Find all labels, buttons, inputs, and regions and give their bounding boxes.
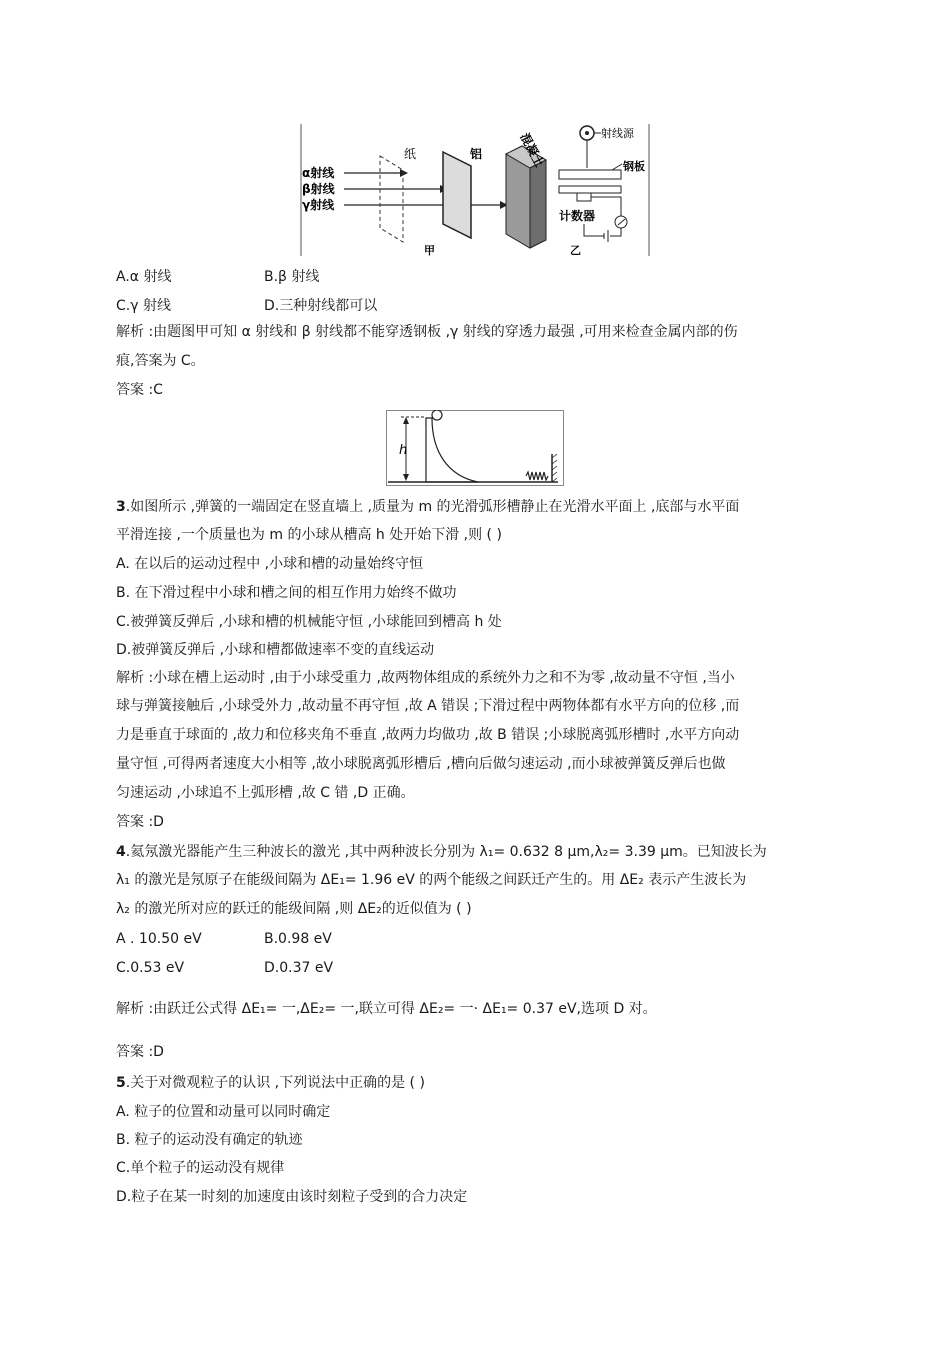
q3-stem-text: .如图所示 ,弹簧的一端固定在竖直墙上 ,质量为 m 的光滑弧形槽静止在光滑水平面上 ,底部与水平面	[125, 499, 740, 515]
alpha-ray-label: α射线	[302, 166, 335, 180]
q3-option-b: B. 在下滑过程中小球和槽之间的相互作用力始终不做功	[116, 585, 457, 601]
q3-analysis-line-3: 力是垂直于球面的 ,故力和位移夹角不垂直 ,故两力均做功 ,故 B 错误 ;小球脱离弧形槽时 ,水平方向动	[116, 727, 740, 743]
q3-option-a: A. 在以后的运动过程中 ,小球和槽的动量始终守恒	[116, 556, 424, 572]
q2-analysis-line-1: 解析 :由题图甲可知 α 射线和 β 射线都不能穿透钢板 ,γ 射线的穿透力最强 ,可用来检查金属内部的伤	[116, 324, 738, 340]
beta-ray-label: β射线	[302, 182, 335, 196]
concrete-label: 混凝土	[517, 130, 547, 170]
steel-label: 钢板	[623, 160, 645, 173]
q3-analysis-line-5: 匀速运动 ,小球追不上弧形槽 ,故 C 错 ,D 正确。	[116, 785, 415, 801]
paper-sheet	[380, 156, 403, 242]
q4-number: 4	[116, 844, 126, 860]
paper-label: 纸	[404, 147, 417, 161]
q3-stem-line-2: 平滑连接 ,一个质量也为 m 的小球从槽高 h 处开始下滑 ,则 ( )	[116, 527, 502, 543]
q5-option-d: D.粒子在某一时刻的加速度由该时刻粒子受到的合力决定	[116, 1189, 468, 1205]
q3-analysis-line-4: 量守恒 ,可得两者速度大小相等 ,故小球脱离弧形槽后 ,槽向后做匀速运动 ,而小球被弹簧反弹后也做	[116, 756, 726, 772]
radiation-penetration-figure	[300, 124, 650, 256]
q5-number: 5	[116, 1075, 126, 1091]
spring	[526, 472, 548, 480]
q3-option-c: C.被弹簧反弹后 ,小球和槽的机械能守恒 ,小球能回到槽高 h 处	[116, 614, 502, 630]
height-label: h	[399, 443, 408, 458]
q4-stem-line-2: λ₁ 的激光是氖原子在能级间隔为 ΔE₁= 1.96 eV 的两个能级之间跃迁产生的。用 ΔE₂ 表示产生波长为	[116, 872, 747, 888]
q4-stem-line-1	[116, 843, 767, 861]
q3-stem-line-1	[116, 498, 739, 516]
q3-analysis-line-1: 解析 :小球在槽上运动时 ,由于小球受重力 ,故两物体组成的系统外力之和不为零 ,故动量不守恒 ,当小	[116, 670, 735, 686]
aluminum-label: 铝	[470, 147, 483, 161]
figure-label-b: 乙	[570, 244, 581, 256]
gamma-ray-label: γ射线	[302, 198, 335, 212]
q4-option-d: D.0.37 eV	[264, 960, 334, 976]
counter-label: 计数器	[559, 209, 596, 223]
q2-option-b: B.β 射线	[264, 269, 320, 285]
q4-stem-line-3: λ₂ 的激光所对应的跃迁的能级间隔 ,则 ΔE₂的近似值为 ( )	[116, 901, 472, 917]
steel-plate	[559, 170, 621, 179]
q3-analysis-line-2: 球与弹簧接触后 ,小球受外力 ,故动量不再守恒 ,故 A 错误 ;下滑过程中两物体都有水平方向的位移 ,而	[116, 698, 740, 714]
q4-option-a: A . 10.50 eV	[116, 931, 202, 947]
q3-answer: 答案 :D	[116, 814, 164, 830]
q5-option-a: A. 粒子的位置和动量可以同时确定	[116, 1104, 331, 1120]
small-ball	[432, 410, 442, 420]
q4-option-b: B.0.98 eV	[264, 931, 332, 947]
q2-option-c: C.γ 射线	[116, 298, 171, 314]
q4-analysis: 解析 :由跃迁公式得 ΔE₁= 一,ΔE₂= 一,联立可得 ΔE₂= 一· ΔE₁= 0.37 eV,选项 D 对。	[116, 1001, 657, 1017]
q5-stem-text: .关于对微观粒子的认识 ,下列说法中正确的是 ( )	[125, 1075, 425, 1091]
q2-option-d: D.三种射线都可以	[264, 298, 378, 314]
q2-answer: 答案 :C	[116, 382, 163, 398]
figure-label-a: 甲	[424, 244, 435, 256]
q4-stem-text: .氦氖激光器能产生三种波长的激光 ,其中两种波长分别为 λ₁= 0.632 8 μm,λ₂= 3.39 μm。已知波长为	[125, 844, 767, 860]
q4-answer: 答案 :D	[116, 1044, 164, 1060]
q3-number: 3	[116, 499, 126, 515]
q2-option-a: A.α 射线	[116, 269, 172, 285]
q3-option-d: D.被弹簧反弹后 ,小球和槽都做速率不变的直线运动	[116, 642, 435, 658]
q5-option-b: B. 粒子的运动没有确定的轨迹	[116, 1132, 303, 1148]
q4-option-c: C.0.53 eV	[116, 960, 185, 976]
q5-option-c: C.单个粒子的运动没有规律	[116, 1160, 285, 1176]
aluminum-plate	[443, 152, 471, 238]
source-label: 射线源	[601, 127, 634, 140]
q5-stem	[116, 1074, 425, 1092]
curved-groove-figure	[386, 410, 564, 486]
q2-analysis-line-2: 痕,答案为 C。	[116, 353, 205, 369]
